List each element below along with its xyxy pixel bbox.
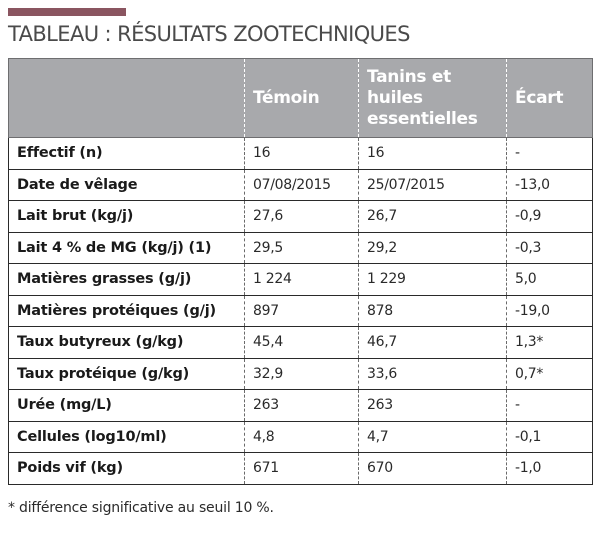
row-label: Urée (mg/L) — [9, 390, 245, 422]
cell-tanins: 670 — [359, 453, 507, 485]
header-temoin: Témoin — [245, 59, 359, 138]
header-ecart: Écart — [507, 59, 593, 138]
results-table — [8, 58, 593, 485]
row-label: Lait 4 % de MG (kg/j) (1) — [9, 232, 245, 264]
cell-temoin: 32,9 — [245, 358, 359, 390]
cell-tanins: 29,2 — [359, 232, 507, 264]
row-label: Poids vif (kg) — [9, 453, 245, 485]
table-row — [9, 358, 593, 390]
table-row — [9, 169, 593, 201]
cell-temoin: 16 — [245, 138, 359, 170]
row-label: Matières grasses (g/j) — [9, 264, 245, 296]
table-row — [9, 295, 593, 327]
cell-temoin: 07/08/2015 — [245, 169, 359, 201]
cell-ecart: -0,9 — [507, 201, 593, 233]
table-row — [9, 232, 593, 264]
row-label: Effectif (n) — [9, 138, 245, 170]
cell-ecart: -0,3 — [507, 232, 593, 264]
cell-ecart: -1,0 — [507, 453, 593, 485]
cell-tanins: 1 229 — [359, 264, 507, 296]
cell-temoin: 27,6 — [245, 201, 359, 233]
table-title: TABLEAU : RÉSULTATS ZOOTECHNIQUES — [8, 22, 410, 46]
table-row — [9, 138, 593, 170]
cell-temoin: 671 — [245, 453, 359, 485]
cell-tanins: 46,7 — [359, 327, 507, 359]
cell-temoin: 45,4 — [245, 327, 359, 359]
cell-tanins: 33,6 — [359, 358, 507, 390]
header-empty — [9, 59, 245, 138]
cell-ecart: -19,0 — [507, 295, 593, 327]
cell-tanins: 16 — [359, 138, 507, 170]
cell-ecart: 1,3* — [507, 327, 593, 359]
table-header-row — [9, 59, 593, 138]
header-tanins: Tanins et huiles essentielles — [359, 59, 507, 138]
row-label: Cellules (log10/ml) — [9, 421, 245, 453]
cell-tanins: 4,7 — [359, 421, 507, 453]
cell-temoin: 1 224 — [245, 264, 359, 296]
cell-ecart: -13,0 — [507, 169, 593, 201]
table-row — [9, 201, 593, 233]
table-row — [9, 390, 593, 422]
cell-ecart: - — [507, 390, 593, 422]
row-label: Date de vêlage — [9, 169, 245, 201]
cell-tanins: 878 — [359, 295, 507, 327]
footnote: * différence significative au seuil 10 %. — [8, 500, 274, 516]
row-label: Taux butyreux (g/kg) — [9, 327, 245, 359]
cell-ecart: -0,1 — [507, 421, 593, 453]
table-row — [9, 421, 593, 453]
cell-temoin: 4,8 — [245, 421, 359, 453]
cell-temoin: 29,5 — [245, 232, 359, 264]
table-row — [9, 264, 593, 296]
table-row — [9, 327, 593, 359]
accent-bar — [8, 8, 126, 16]
row-label: Matières protéiques (g/j) — [9, 295, 245, 327]
cell-ecart: - — [507, 138, 593, 170]
row-label: Taux protéique (g/kg) — [9, 358, 245, 390]
table-row — [9, 453, 593, 485]
cell-temoin: 263 — [245, 390, 359, 422]
cell-temoin: 897 — [245, 295, 359, 327]
cell-tanins: 26,7 — [359, 201, 507, 233]
cell-ecart: 5,0 — [507, 264, 593, 296]
cell-ecart: 0,7* — [507, 358, 593, 390]
row-label: Lait brut (kg/j) — [9, 201, 245, 233]
cell-tanins: 25/07/2015 — [359, 169, 507, 201]
cell-tanins: 263 — [359, 390, 507, 422]
